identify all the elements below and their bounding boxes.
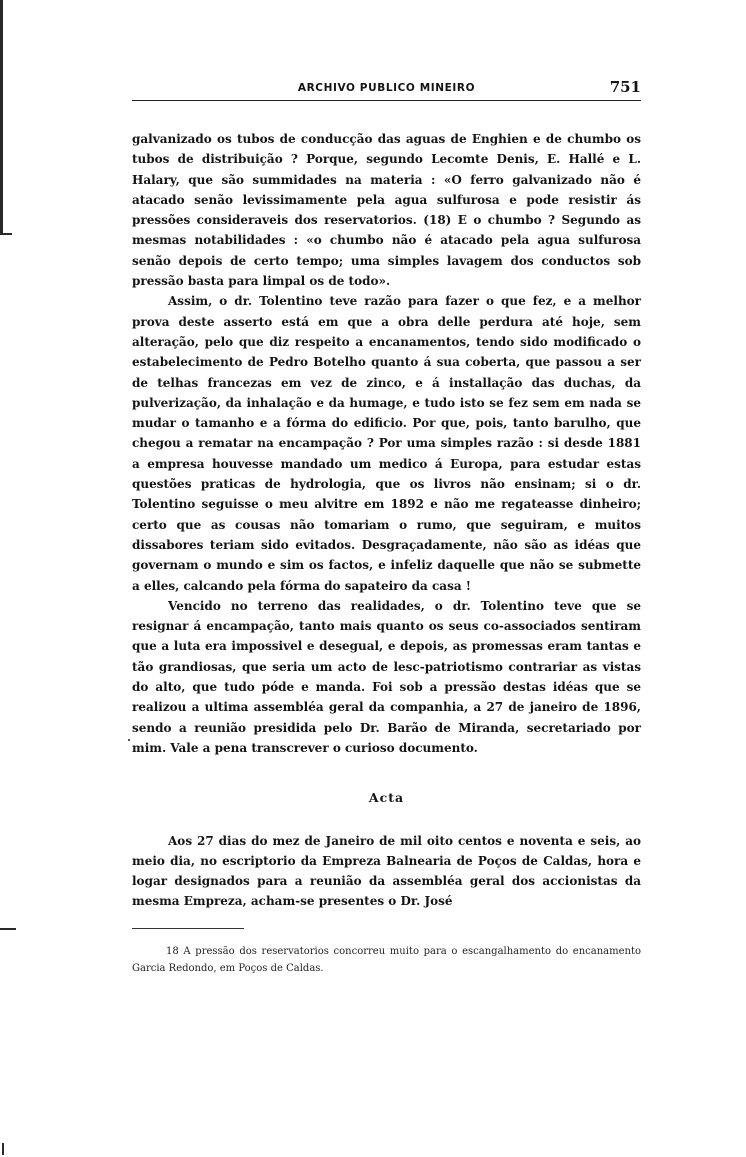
binding-mark [0, 233, 12, 235]
print-speck [128, 739, 130, 741]
binding-mark [2, 1143, 4, 1155]
footnote-text: 18 A pressão dos reservatorios concorreu muito para o escangalhamento do encanamento Garcia Redondo, em Poços de Caldas. [132, 945, 641, 974]
page-number: 751 [609, 78, 641, 96]
paragraph: Vencido no terreno das realidades, o dr. Tolentino teve que se resignar á encampação, tanto mais quanto os seus co-associados sentiram que a luta era impossivel e desegual, e depois, as promessas eram tantas e tão grandiosas, que seria um acto de lesc-patriotismo contrariar as vistas do alto, que tudo póde e manda. Foi sob a pressão destas idéas que se realizou a ultima assembléa geral da companhia, a 27 de janeiro de 1896, sendo a reunião presidida pelo Dr. Barão de Miranda, secretariado por mim. Vale a pena transcrever o curioso documento. [132, 598, 641, 755]
binding-edge [0, 0, 3, 235]
paragraph: galvanizado os tubos de conducção das aguas de Enghien e de chumbo os tubos de distribuição ? Porque, segundo Lecomte Denis, E. Hallé e L. Halary, que são summidades na materia : «O ferro galvanizado não é atacado senão levissimamente pela agua sulfurosa e pode resistir ás pressões consideraveis dos reservatorios. (18) E o chumbo ? Segundo as mesmas notabilidades : «o chumbo não é atacado pela agua sulfurosa senão depois de certo tempo; uma simples lavagem dos conductos sob pressão basta para limpal os de todo». [132, 132, 641, 289]
running-head [132, 78, 641, 101]
page [132, 78, 641, 977]
acta-paragraph: Aos 27 dias do mez de Janeiro de mil oito centos e noventa e seis, ao meio dia, no escriptorio da Empreza Balnearia de Poços de Caldas, hora e logar designados para a reunião da assembléa geral dos accionistas da mesma Empreza, acham-se presentes o Dr. José [132, 833, 641, 909]
running-title: ARCHIVO PUBLICO MINEIRO [297, 82, 476, 94]
section-heading: Acta [368, 790, 405, 806]
footnote-rule [132, 928, 244, 929]
footnote [132, 943, 641, 977]
binding-mark [0, 928, 16, 930]
body-text [132, 129, 641, 912]
paragraph: Assim, o dr. Tolentino teve razão para fazer o que fez, e a melhor prova deste asserto está em que a obra delle perdura até hoje, sem alteração, pelo que diz respeito a encanamentos, tendo sido modificado o estabelecimento de Pedro Botelho quanto á sua coberta, que passou a ser de telhas francezas em vez de zinco, e á installação das duchas, da pulverização, da inhalação e da humage, e tudo isto se fez sem em nada se mudar o tamanho e a fórma do edificio. Por que, pois, tanto barulho, que chegou a rematar na encampação ? Por uma simples razão : si desde 1881 a empresa houvesse mandado um medico á Europa, para estudar estas questões praticas de hydrologia, que os livros não ensinam; si o dr. Tolentino seguisse o meu alvitre em 1892 e não me regateasse dinheiro; certo que as cousas não tomariam o rumo, que seguiram, e muitos dissabores teriam sido evitados. Desgraçadamente, não são as idéas que governam o mundo e sim os factos, e infeliz daquelle que não se submette a elles, calcando pela fórma do sapateiro da casa ! [132, 294, 641, 593]
